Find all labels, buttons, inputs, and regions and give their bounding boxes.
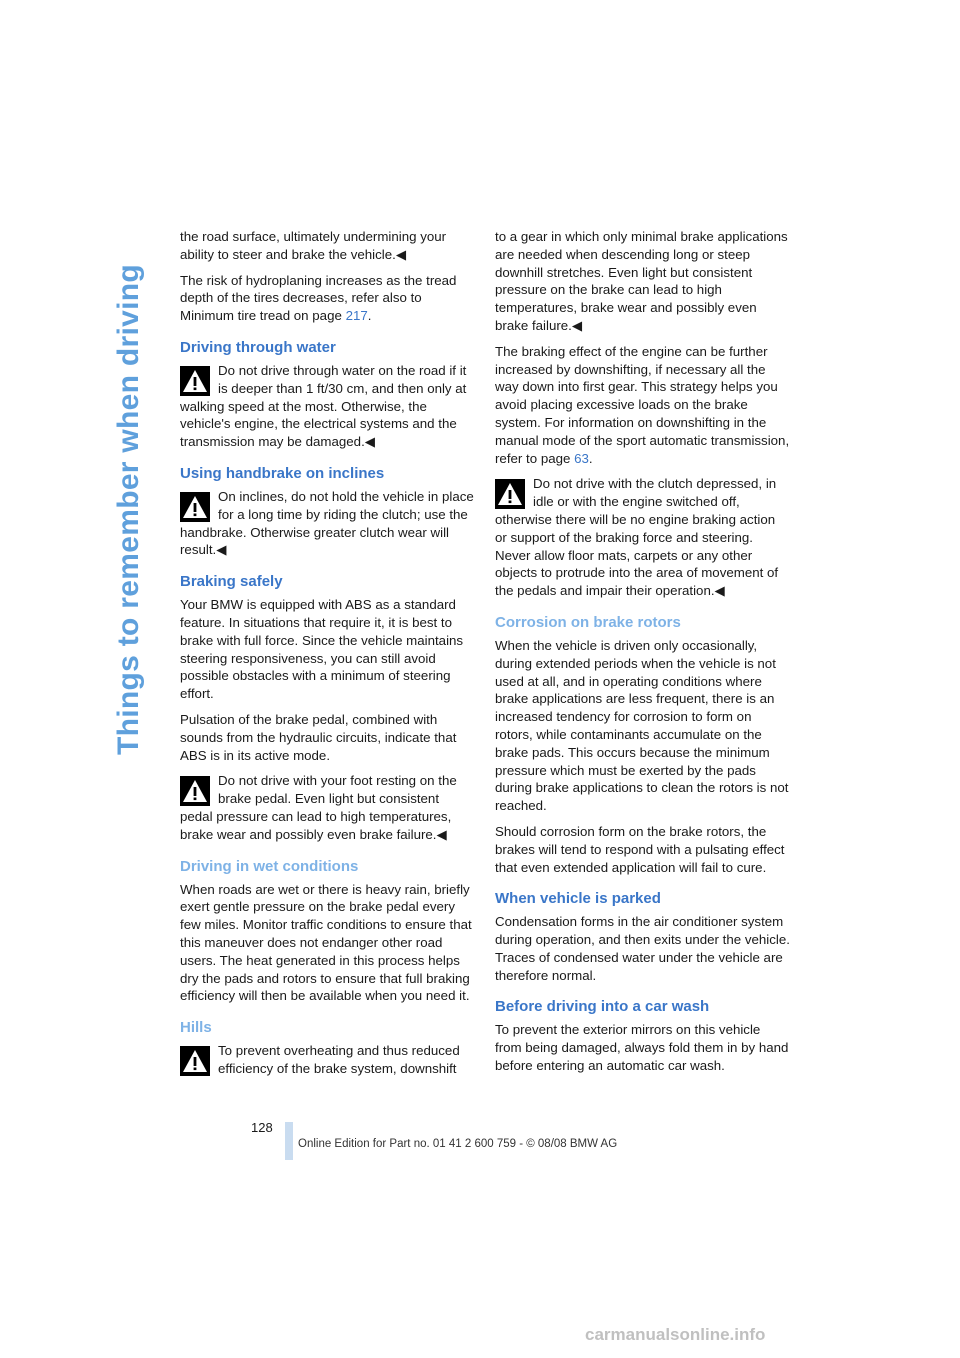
footer-accent-bar [285, 1122, 293, 1160]
warning-block [180, 772, 475, 843]
warning-text: Do not drive with the clutch depressed, in idle or with the engine switched off, otherwise there will be no engine braking action or support of the braking force and steering. Never allow floor mats, carpets or any other objects to protrude into the area of movement of the pedals and impair their operation.◀ [495, 476, 779, 599]
warning-triangle-icon [180, 366, 210, 396]
watermark: carmanualsonline.info [585, 1325, 766, 1344]
paragraph: To prevent the exterior mirrors on this vehicle from being damaged, always fold them in by hand before entering an automatic car wash. [495, 1022, 789, 1074]
warning-block [180, 488, 475, 559]
paragraph: Pulsation of the brake pedal, combined with sounds from the hydraulic circuits, indicate that ABS is in its active mode. [180, 711, 457, 763]
text: . [367, 308, 372, 324]
warning-block [180, 362, 475, 451]
heading-hills: Hills [180, 1019, 212, 1037]
heading-vehicle-parked: When vehicle is parked [495, 890, 661, 908]
paragraph: to a gear in which only minimal brake applications are needed when descending long or steep downhill stretches. Even light but consistent pressure on the brake can lead to high temperatures, brake wear and possibly even brake failure.◀ [495, 229, 788, 333]
warning-text: Do not drive through water on the road if it is deeper than 1 ft/30 cm, and then only at walking speed at the most. Otherwise, the vehicle's engine, the electrical systems and the transmission may be damaged.◀ [180, 362, 467, 450]
right-column [495, 228, 790, 1083]
heading-wet-conditions: Driving in wet conditions [180, 857, 359, 875]
warning-text: On inclines, do not hold the vehicle in place for a long time by riding the clutch; use the handbrake. Otherwise greater clutch wear will result.◀ [180, 488, 474, 558]
warning-triangle-icon [180, 1046, 210, 1076]
warning-block [180, 1042, 475, 1078]
warning-text: Do not drive with your foot resting on the brake pedal. Even light but consistent pedal pressure can lead to high temperatures, brake wear and possibly even brake failure.◀ [180, 773, 457, 842]
paragraph [495, 343, 790, 468]
paragraph [180, 272, 475, 325]
text: The braking effect of the engine can be further increased by downshifting, if necessary all the way down into first gear. This strategy helps you avoid placing excessive loads on the brake system. For information on downshifting in the manual mode of the sport automatic transmission, refer to page [495, 343, 790, 466]
section-side-title: Things to remember when driving [112, 263, 145, 755]
warning-triangle-icon [495, 479, 525, 509]
paragraph: When roads are wet or there is heavy rain, briefly exert gentle pressure on the brake pedal every few miles. Monitor traffic conditions to ensure that this maneuver does not endanger other road users. The heat generated in this process helps dry the pads and rotors to ensure that full braking efficiency will then be available when you need it. [180, 881, 472, 1004]
page-link-217[interactable]: 217 [345, 308, 368, 324]
warning-triangle-icon [180, 776, 210, 806]
paragraph: Condensation forms in the air conditioner system during operation, and then exits under the vehicle. Traces of condensed water under the vehicle are therefore normal. [495, 914, 790, 983]
heading-braking-safely: Braking safely [180, 573, 283, 591]
heading-handbrake-inclines: Using handbrake on inclines [180, 464, 385, 482]
paragraph: Your BMW is equipped with ABS as a standard feature. In situations that require it, it is best to brake with full force. Since the vehicle maintains steering responsiveness, you can still avoid possible obstacles with a minimum of steering effort. [180, 597, 464, 702]
heading-corrosion-brake-rotors: Corrosion on brake rotors [495, 613, 681, 631]
left-column [180, 228, 475, 1086]
warning-block [495, 475, 790, 600]
warning-triangle-icon [180, 492, 210, 522]
text: . [588, 450, 593, 466]
heading-driving-through-water: Driving through water [180, 338, 336, 356]
paragraph: Should corrosion form on the brake rotors, the brakes will tend to respond with a pulsating effect that even extended application will fail to cure. [495, 823, 785, 875]
text: The risk of hydroplaning increases as the tread depth of the tires decreases, refer also to Minimum tire tread on page [180, 272, 457, 324]
edition-footer: Online Edition for Part no. 01 41 2 600 759 - © 08/08 BMW AG [298, 1138, 618, 1150]
heading-car-wash: Before driving into a car wash [495, 998, 710, 1016]
page-link-63[interactable]: 63 [574, 450, 589, 466]
paragraph: When the vehicle is driven only occasionally, during extended periods when the vehicle is not used at all, and in operating conditions where brake applications are less frequent, there is an increased tendency for corrosion to form on rotors, while contaminants accumulate on the brake pads. This occurs because the minimum pressure which must be exerted by the pads during brake applications to clean the rotors is not reached. [495, 637, 789, 814]
page-number: 128 [251, 1120, 273, 1135]
paragraph: the road surface, ultimately undermining your ability to steer and brake the vehicle.◀ [180, 229, 447, 262]
warning-text: To prevent overheating and thus reduced efficiency of the brake system, downshift [218, 1043, 460, 1076]
